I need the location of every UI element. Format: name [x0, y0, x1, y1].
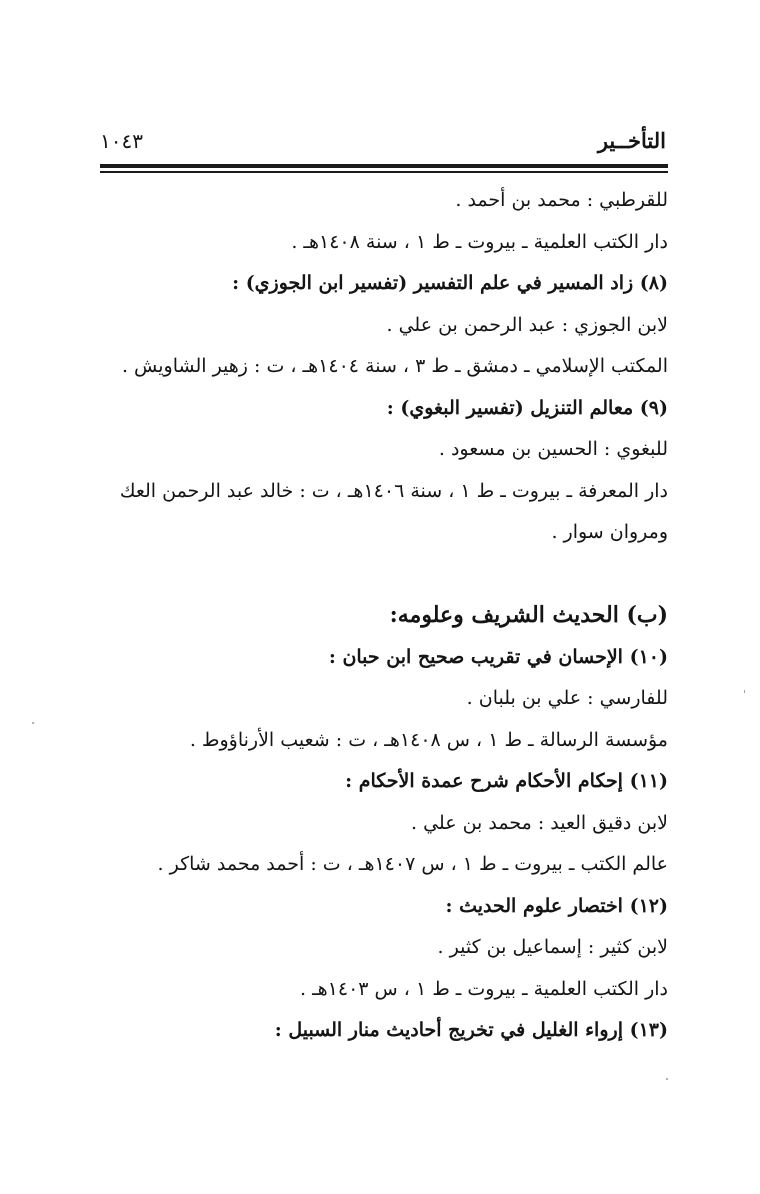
header-rule-thick — [100, 164, 668, 168]
scan-speck — [32, 722, 34, 724]
text-line: للفارسي : علي بن بلبان . — [466, 687, 668, 709]
entry-title-line: (٩) معالم التنزيل (تفسير البغوي) : — [386, 396, 668, 419]
running-header — [100, 124, 666, 158]
text-line: ومروان سوار . — [551, 521, 668, 543]
entry-title-line: (١٣) إرواء الغليل في تخريج أحاديث منار السبيل : — [274, 1019, 668, 1041]
entry-title-line: (١٢) اختصار علوم الحديث : — [445, 894, 668, 917]
entry-title-line: (٨) زاد المسير في علم التفسير (تفسير ابن الجوزي) : — [232, 272, 668, 294]
text-line: مؤسسة الرسالة ـ ط ١ ، س ١٤٠٨هـ ، ت : شعيب الأرناؤوط . — [189, 728, 668, 751]
text-line: دار الكتب العلمية ـ بيروت ـ ط ١ ، س ١٤٠٣هـ . — [299, 977, 668, 1000]
section-heading: (ب) الحديث الشريف وعلومه: — [389, 602, 668, 628]
scan-speck — [744, 690, 745, 693]
entry-title-line: (١١) إحكام الأحكام شرح عمدة الأحكام : — [345, 770, 668, 792]
text-line: دار الكتب العلمية ـ بيروت ـ ط ١ ، سنة ١٤٠٨هـ . — [291, 230, 668, 253]
bibliography-text — [100, 180, 668, 1052]
text-line: المكتب الإسلامي ـ دمشق ـ ط ٣ ، سنة ١٤٠٤هـ ، ت : زهير الشاويش . — [121, 355, 668, 377]
text-line: للبغوي : الحسين بن مسعود . — [438, 438, 668, 460]
text-line: للقرطبي : محمد بن أحمد . — [455, 189, 668, 211]
running-title: التأخــير — [597, 128, 666, 153]
text-line: لابن الجوزي : عبد الرحمن بن علي . — [386, 313, 668, 336]
text-line: عالم الكتب ـ بيروت ـ ط ١ ، س ١٤٠٧هـ ، ت : أحمد محمد شاكر . — [157, 853, 668, 875]
section-gap — [100, 554, 668, 596]
text-line: دار المعرفة ـ بيروت ـ ط ١ ، سنة ١٤٠٦هـ ، ت : خالد عبد الرحمن العك — [119, 479, 668, 502]
text-line: لابن كثير : إسماعيل بن كثير . — [437, 936, 668, 958]
text-line: لابن دقيق العيد : محمد بن علي . — [411, 811, 668, 834]
entry-title-line: (١٠) الإحسان في تقريب صحيح ابن حبان : — [328, 645, 668, 668]
page-number: ١٠٤٣ — [100, 129, 143, 153]
header-rule-thin — [100, 171, 668, 173]
scan-speck — [666, 1078, 668, 1080]
